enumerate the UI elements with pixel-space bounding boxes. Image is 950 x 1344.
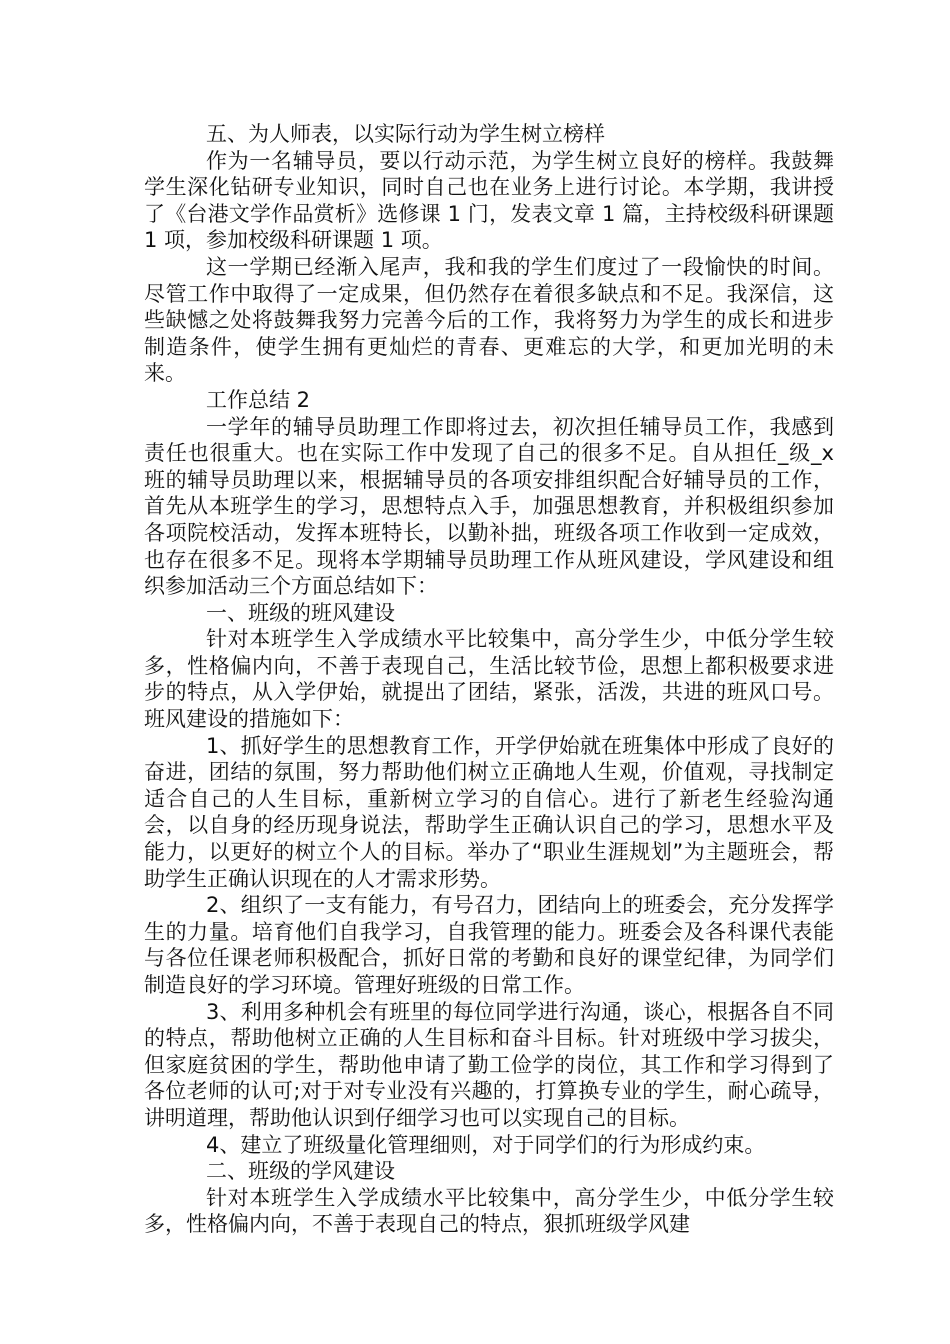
paragraph-class-style: 针对本班学生入学成绩水平比较集中，高分学生少，中低分学生较多，性格偏内向，不善于表现自己，生活比较节俭，思想上都积极要求进步的特点，从入学伊始，就提出了团结，紧张，活泼，共进的班风口号。班风建设的措施如下：: [144, 627, 834, 732]
paragraph-study-style: 针对本班学生入学成绩水平比较集中，高分学生少，中低分学生较多，性格偏内向，不善于表现自己的特点，狠抓班级学风建: [144, 1185, 834, 1237]
list-item-1: 1、抓好学生的思想教育工作，开学伊始就在班集体中形成了良好的奋进，团结的氛围，努力帮助他们树立正确地人生观，价值观，寻找制定适合自己的人生目标，重新树立学习的自信心。进行了新老生经验沟通会，以自身的经历现身说法，帮助学生正确认识自己的学习，思想水平及能力，以更好的树立个人的目标。举办了“职业生涯规划”为主题班会，帮助学生正确认识现在的人才需求形势。: [144, 733, 834, 891]
paragraph-role-model: 作为一名辅导员，要以行动示范，为学生树立良好的榜样。我鼓舞学生深化钻研专业知识，同时自己也在业务上进行讨论。本学期，我讲授了《台港文学作品赏析》选修课 1 门，发表文章 1 篇，主持校级科研课题 1 项，参加校级科研课题 1 项。: [144, 148, 834, 253]
paragraph-assistant-intro: 一学年的辅导员助理工作即将过去，初次担任辅导员工作，我感到责任也很重大。也在实际工作中发现了自己的很多不足。自从担任_级_x 班的辅导员助理以来，根据辅导员的各项安排组织配合好辅导员的工作，首先从本班学生的学习，思想特点入手，加强思想教育，并积极组织参加各项院校活动，发挥本班特长，以勤补拙，班级各项工作收到一定成效，也存在很多不足。现将本学期辅导员助理工作从班风建设，学风建设和组织参加活动三个方面总结如下：: [144, 414, 834, 599]
list-item-3: 3、利用多种机会有班里的每位同学进行沟通，谈心，根据各自不同的特点，帮助他树立正确的人生目标和奋斗目标。针对班级中学习拔尖，但家庭贫困的学生，帮助他申请了勤工俭学的岗位，其工作和学习得到了各位老师的认可;对于对专业没有兴趣的，打算换专业的学生，耐心疏导，讲明道理，帮助他认识到仔细学习也可以实现自己的目标。: [144, 999, 834, 1130]
section-heading-class-style: 一、班级的班风建设: [206, 600, 395, 625]
list-item-4: 4、建立了班级量化管理细则，对于同学们的行为形成约束。: [206, 1132, 766, 1157]
summary-2-title: 工作总结 2: [206, 387, 311, 412]
section-heading-5: 五、为人师表，以实际行动为学生树立榜样: [206, 122, 605, 146]
document-page: [144, 121, 834, 1238]
list-item-2: 2、组织了一支有能力，有号召力，团结向上的班委会，充分发挥学生的力量。培育他们自我学习，自我管理的能力。班委会及各科课代表能与各位任课老师积极配合，抓好日常的考勤和良好的课堂纪律，为同学们制造良好的学习环境。管理好班级的日常工作。: [144, 893, 834, 997]
section-heading-study-style: 二、班级的学风建设: [206, 1159, 395, 1184]
paragraph-semester-close: 这一学期已经渐入尾声，我和我的学生们度过了一段愉快的时间。尽管工作中取得了一定成果，但仍然存在着很多缺点和不足。我深信，这些缺憾之处将鼓舞我努力完善今后的工作，我将努力为学生的成长和进步制造条件，使学生拥有更灿烂的青春、更难忘的大学，和更加光明的未来。: [144, 254, 834, 386]
